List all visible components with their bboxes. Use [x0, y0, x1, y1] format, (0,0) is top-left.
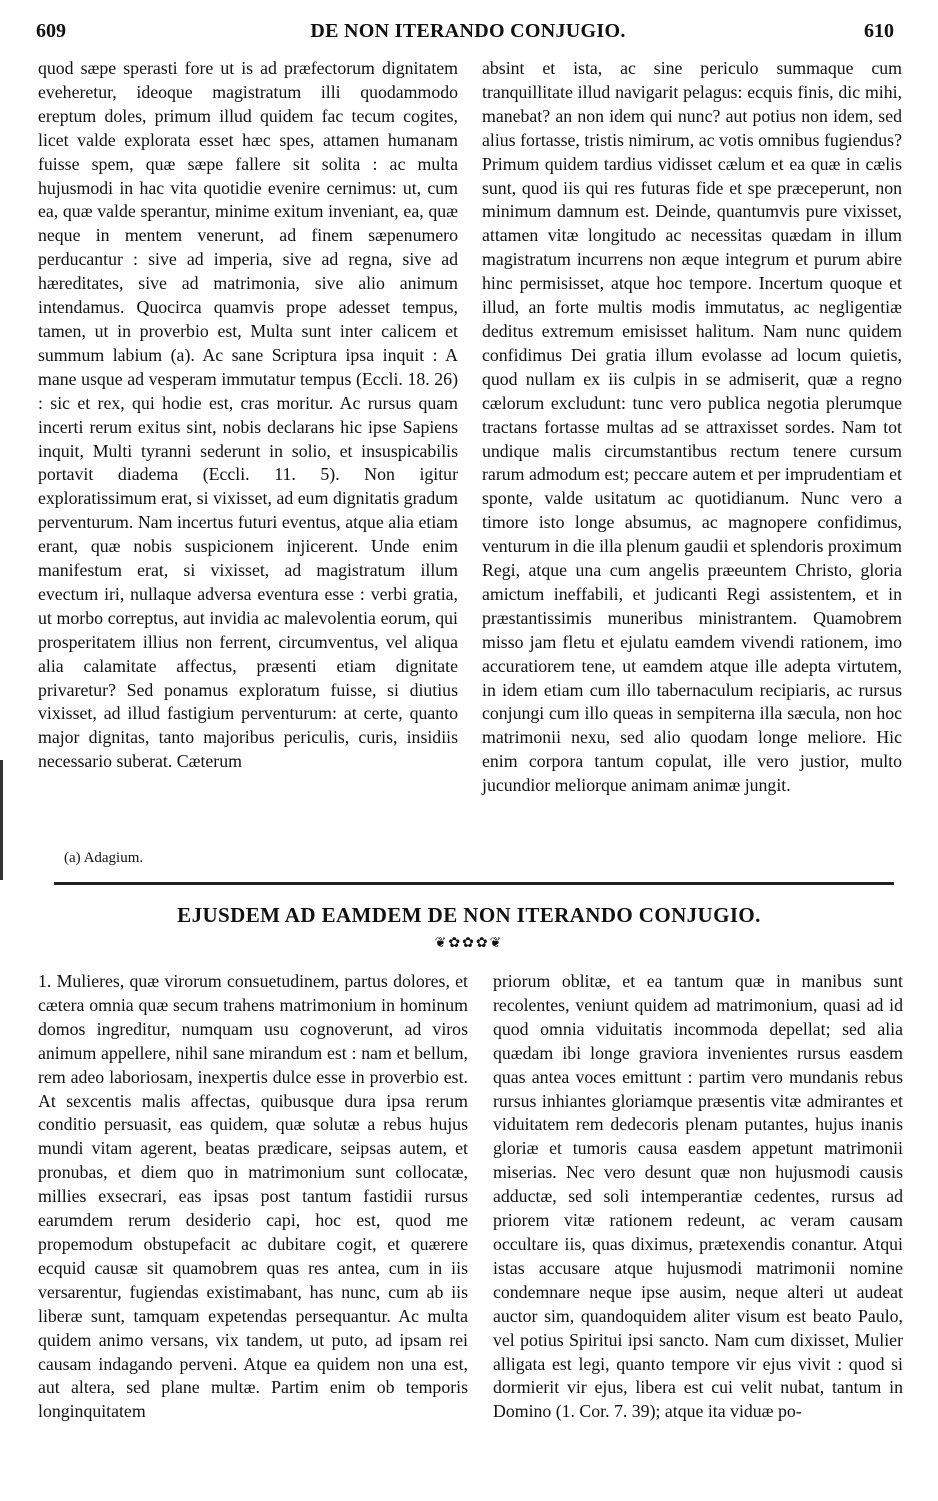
- section-title: EJUSDEM AD EAMDEM DE NON ITERANDO CONJUGIO.: [177, 903, 761, 927]
- footnote: (a) Adagium.: [64, 850, 144, 866]
- scan-edge-mark: [0, 760, 3, 880]
- top-right-column: [482, 57, 902, 798]
- top-left-text: quod sæpe sperasti fore ut is ad præfectorum dignitatem eveheretur, ideoque magistratum illi quodammodo ereptum doles, primum illud quidem fac tecum cogites, licet valde explorata esset hæc spes, attamen humanam fuisse spem, quæ sæpe fallere sit solita : ac multa hujusmodi in hac vita quotidie evenire cernimus: ut, cum ea, quæ valde sperantur, minime exitum inveniant, ea, quæ neque in mentem venerunt, ad finem sæpenumero perducantur : sive ad imperia, sive ad regna, sive ad hæreditates, sive ad matrimonia, sive alio animum intendamus. Quocirca quamvis prope adesset tempus, tamen, ut in proverbio est, Multa sunt inter calicem et summum labium (a). Ac sane Scriptura ipsa inquit : A mane usque ad vesperam immutatur tempus (Eccli. 18. 26) : sic et rex, qui hodie est, cras moritur. Ac rursus quam incerti rerum exitus sint, nobis declarans hic ipse Sapiens inquit, Multi tyranni sederunt in solio, et insuspicabilis portavit diadema (Eccli. 11. 5). Non igitur exploratissimum erat, si vixisset, ad eum dignitatis gradum perventurum. Nam incertus futuri eventus, atque alia etiam erant, quæ nobis suspicionem injicerent. Unde enim manifestum erat, si vixisset, ad magistratum illum evectum iri, nullaque adversa eventura esse : verbi gratia, ut morbo correptus, aut invidia ac malevolentia eorum, qui prosperitatem illius non ferrent, circumventus, vel aliqua alia calamitate affectus, præsenti etiam dignitate privaretur? Sed ponamus exploratum fuisse, si diutius vixisset, ad illud fastigium perventurum: at certe, quanto major dignitas, tanto majoribus periculis, curis, insidiis necessario suberat. Cæterum: [38, 58, 458, 772]
- bottom-left-text: 1. Mulieres, quæ virorum consuetudinem, partus dolores, et cætera omnia quæ secum trahens matrimonium in hominum domos ingreditur, numquam usu cognoverunt, ad viros animum appellere, nihil sane mirandum est : nam et bellum, rem adeo laboriosam, inexpertis dulce esse in proverbio est. At sexcentis malis affectas, quibusque dura ipsa rerum conditio persuasit, eas quidem, quæ solutæ a rebus hujus mundi vitam agerent, beatas prædicare, seipsas autem, et pronubas, et diem quo in matrimonium sunt collocatæ, millies exsecrari, eas ipsas post tantum fastidii rursus earumdem rerum desiderio capi, hoc est, quod me propemodum obstupefacit ac dubitare cogit, et quærere ecquid causæ sit quamobrem quas res antea, cum in iis versarentur, fugiendas existimabant, has nunc, cum ab iis liberæ sunt, tamquam expetendas persequantur. Ac multa quidem animo versans, vix tandem, ut puto, ad ipsam rei causam indagando perveni. Atque ea quidem non una est, aut altera, sed plane multæ. Partim enim ob temporis longinquitatem: [38, 971, 468, 1422]
- ornament-icon: ❦✿✿✿❦: [434, 936, 504, 951]
- running-header: [28, 20, 908, 48]
- top-right-text: absint et ista, ac sine periculo summaque cum tranquillitate illud navigarit pelagus: ecquis finis, dic mihi, manebat? an non idem qui nunc? aut potius non idem, sed alius fortasse, tristis nimirum, ac votis omnibus fugiendus? Primum quidem tardius vidisset cælum et ea quæ in cælis sunt, quod iis qui res futuras fide et spe præceperunt, non minimum damnum est. Deinde, quantumvis pure vixisset, attamen vitæ longitudo ac necessitas quædam in illum magistratum incurrens non æque integrum et purum abire hinc permisisset, atque hoc tempore. Incertum quoque et illud, an forte multis modis immutatus, ac negligentiæ deditus extremum emisisset halitum. Nam nunc quidem confidimus Dei gratia illum evolasse ad locum quietis, quod nullam ex iis culpis in se admiserit, quæ a regno cælorum excludunt: tunc vero publica negotia plerumque tractans fortasse multas ad se attraxisset sordes. Nam tot undique malis circumstantibus rectum tenere cursum rarum admodum est; peccare autem et per imprudentiam et sponte, valde usitatum ac quotidianum. Nunc vero a timore isto longe absumus, ac magnopere confidimus, venturum in die illa plenum gaudii et splendoris proximum Regi, atque una cum angelis præeuntem Christo, gloria amictum ineffabili, et judicanti Regi assistentem, et in præstantissimis muneribus ministrantem. Quamobrem misso jam fletu et ejulatu eamdem vivendi rationem, imo accuratiorem tene, ut eamdem atque ille adepta virtutem, in idem etiam cum illo tabernaculum recipiaris, ac rursus conjungi cum illo queas in sempiterna illa sæcula, non hoc matrimonii nexu, sed alio quodam longe meliore. Hic enim corpora tantum copulat, ille vero justior, multo jucundior meliorque animam animæ jungit.: [482, 58, 902, 796]
- running-title: DE NON ITERANDO CONJUGIO.: [310, 20, 626, 42]
- section-divider: [54, 882, 894, 885]
- top-left-column: [38, 57, 458, 774]
- bottom-right-column: [493, 970, 903, 1424]
- bottom-right-text: priorum oblitæ, et ea tantum quæ in manibus sunt recolentes, veniunt quidem ad matrimonium, quasi ad id quod omnia viduitatis incommoda depellat; sed alia quædam ibi longe graviora invenientes rursus easdem quas antea voces emittunt : partim vero mundanis rebus rursus inhiantes gloriamque præsentis vitæ admirantes et viduitatem rem dedecoris plenam putantes, hujus inanis gloriæ et tumoris causa easdem appetunt matrimonii miserias. Nec vero desunt quæ non hujusmodi causis adductæ, sed soli intemperantiæ cedentes, rursus ad priorem vitæ rationem redeunt, ac veram causam occultare iis, quas diximus, prætexendis conantur. Atqui istas accusare atque hujusmodi matrimonii nomine condemnare neque ipse ausim, neque alteri ut audeat auctor sim, quandoquidem aliter visum est beato Paulo, vel potius Spiritui ipsi sancto. Nam cum dixisset, Mulier alligata est legi, quanto tempore vir ejus vivit : quod si dormierit vir ejus, libera est cui velit nubat, tantum in Domino (1. Cor. 7. 39); atque ita viduæ po-: [493, 971, 903, 1422]
- page-number-left: 609: [36, 20, 66, 42]
- bottom-left-column: [38, 970, 468, 1424]
- page-number-right: 610: [864, 20, 894, 42]
